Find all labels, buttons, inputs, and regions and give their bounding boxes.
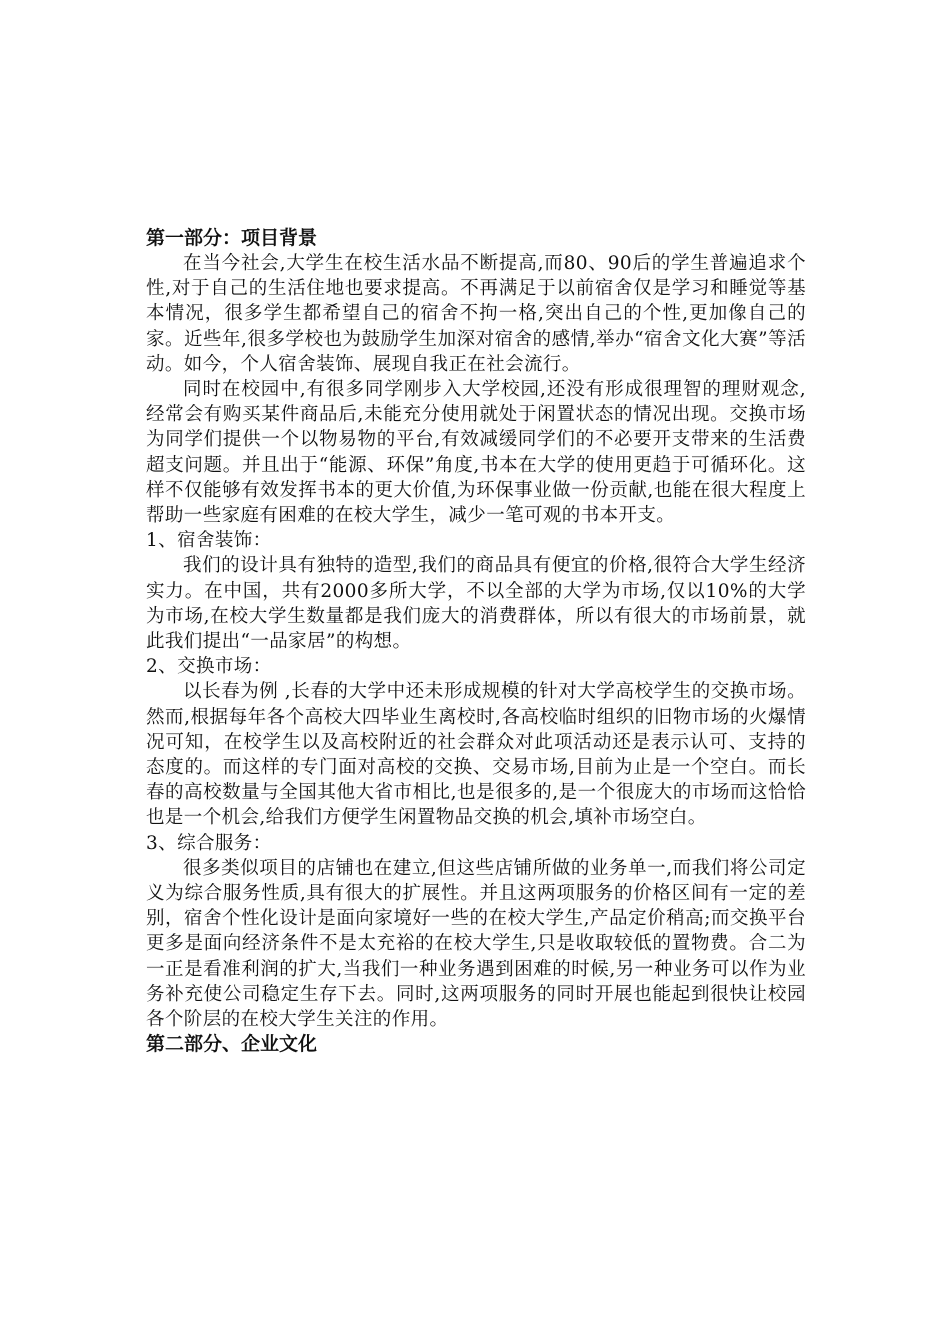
item2-paragraph: 以长春为例 ,长春的大学中还未形成规模的针对大学高校学生的交换市场。然而,根据每年各个高校大四毕业生离校时,各高校临时组织的旧物市场的火爆情况可知，在校学生以及高校附近的社会群众对此项活动还是表示认可、支持的态度的。而这样的专门面对高校的交换、交易市场,目前为止是一个空白。而长春的高校数量与全国其他大省市相比,也是很多的,是一个很庞大的市场而这恰恰也是一个机会,给我们方便学生闲置物品交换的机会,填补市场空白。 (146, 681, 806, 829)
document-page (146, 226, 806, 1057)
item1-paragraph: 我们的设计具有独特的造型,我们的商品具有便宜的价格,很符合大学生经济实力。在中国，共有2000多所大学，不以全部的大学为市场,仅以10%的大学为市场,在校大学生数量都是我们庞大的消费群体，所以有很大的市场前景，就此我们提出“一品家居”的构想。 (146, 555, 806, 653)
item3-paragraph: 很多类似项目的店铺也在建立,但这些店铺所做的业务单一,而我们将公司定义为综合服务性质,具有很大的扩展性。并且这两项服务的价格区间有一定的差别，宿舍个性化设计是面向家境好一些的在校大学生,产品定价稍高;而交换平台更多是面向经济条件不是太充裕的在校大学生,只是收取较低的置物费。合二为一正是看准利润的扩大,当我们一种业务遇到困难的时候,另一种业务可以作为业务补充使公司稳定生存下去。同时,这两项服务的同时开展也能起到很快让校园各个阶层的在校大学生关注的作用。 (146, 857, 806, 1031)
section1-heading: 第一部分：项目背景 (146, 227, 318, 249)
background-paragraph-2: 同时在校园中,有很多同学刚步入大学校园,还没有形成很理智的理财观念,经常会有购买某件商品后,未能充分使用就处于闲置状态的情况出现。交换市场为同学们提供一个以物易物的平台,有效减缓同学们的不必要开支带来的生活费超支问题。并且出于“能源、环保”角度,书本在大学的使用更趋于可循环化。这样不仅能够有效发挥书本的更大价值,为环保事业做一份贡献,也能在很大程度上帮助一些家庭有困难的在校大学生，减少一笔可观的书本开支。 (146, 379, 806, 527)
item1-title: 1、宿舍装饰： (146, 530, 272, 552)
item2-title: 2、交换市场： (146, 656, 272, 678)
section2-heading: 第二部分、企业文化 (146, 1033, 318, 1056)
background-paragraph-1: 在当今社会,大学生在校生活水品不断提高,而80、90后的学生普遍追求个性,对于自己的生活住地也要求提高。不再满足于以前宿舍仅是学习和睡觉等基本情况，很多学生都希望自己的宿舍不拘一格,突出自己的个性,更加像自己的家。近些年,很多学校也为鼓励学生加深对宿舍的感情,举办“宿舍文化大赛”等活动。如今，个人宿舍装饰、展现自我正在社会流行。 (146, 253, 806, 375)
item3-title: 3、综合服务： (146, 832, 272, 854)
